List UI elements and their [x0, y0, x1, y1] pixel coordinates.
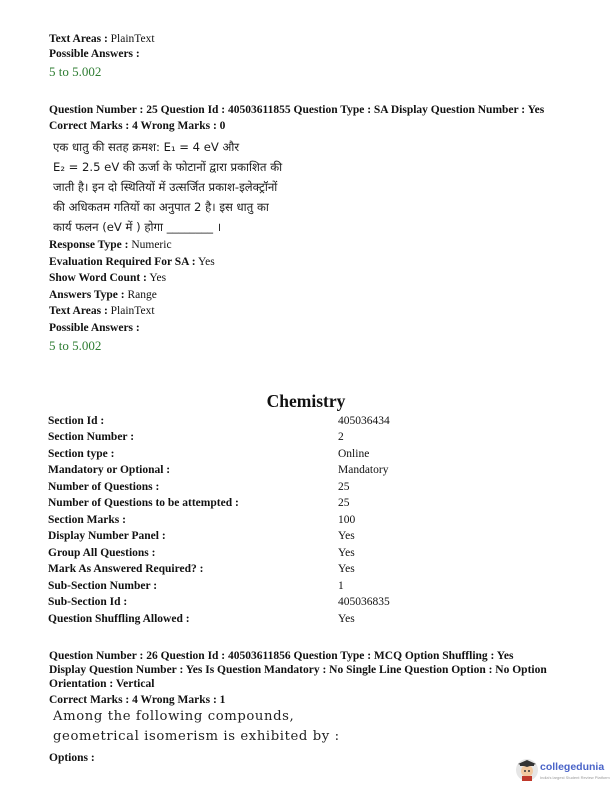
logo-brand: collegedunia: [540, 761, 605, 773]
q25-answers-type: Answers Type : Range: [49, 289, 157, 301]
section-row-value: 1: [338, 580, 344, 592]
section-row-label: Section Number :: [48, 431, 135, 443]
q24-answer: 5 to 5.002: [49, 64, 102, 79]
q25-evaluation-required: Evaluation Required For SA : Yes: [49, 256, 215, 268]
q25-answer: 5 to 5.002: [49, 338, 102, 353]
section-row-value: Yes: [338, 563, 355, 575]
section-title: Chemistry: [266, 391, 346, 411]
q25-response-type: Response Type : Numeric: [49, 239, 172, 251]
q25-header-line1: Question Number : 25 Question Id : 40503611855 Question Type : SA Display Question Number : Yes: [49, 104, 545, 116]
q25-question-line: एक धातु की सतह क्रमश: E₁ = 4 eV और: [53, 140, 240, 154]
collegedunia-logo: [516, 754, 608, 788]
q25-question-line: E₂ = 2.5 eV की ऊर्जा के फोटानों द्वारा प्रकाशित की: [53, 160, 283, 174]
q25-possible-answers: Possible Answers :: [49, 322, 140, 334]
section-row-value: 25: [338, 481, 350, 493]
q25-header-line2: Correct Marks : 4 Wrong Marks : 0: [49, 120, 226, 132]
q25-question-line: कार्य फलन (eV में ) होगा ________ ।: [53, 220, 222, 234]
section-row-value: Yes: [338, 530, 355, 542]
section-row-value: 2: [338, 431, 344, 443]
q25-text-areas: Text Areas : PlainText: [49, 305, 155, 317]
section-row-label: Number of Questions to be attempted :: [48, 497, 239, 509]
q26-question-line: Among the following compounds,: [53, 709, 295, 724]
section-row-label: Group All Questions :: [48, 547, 156, 559]
q26-question-line: geometrical isomerism is exhibited by :: [53, 729, 340, 744]
section-row-label: Sub-Section Number :: [48, 580, 158, 592]
section-row-label: Section Id :: [48, 415, 105, 427]
section-row-label: Display Number Panel :: [48, 530, 166, 542]
section-row-value: Yes: [338, 613, 355, 625]
section-row-value: Online: [338, 448, 370, 460]
q25-show-word-count: Show Word Count : Yes: [49, 272, 167, 284]
q26-header-line1: Question Number : 26 Question Id : 40503611856 Question Type : MCQ Option Shuffling : Yes: [49, 650, 514, 662]
section-row-label: Section Marks :: [48, 514, 126, 526]
section-row-label: Sub-Section Id :: [48, 596, 128, 608]
section-row-label: Number of Questions :: [48, 481, 160, 493]
graduate-mascot-icon: [516, 759, 538, 781]
section-row-label: Mandatory or Optional :: [48, 464, 171, 476]
q24-text-areas: Text Areas : PlainText: [49, 33, 155, 45]
section-row-label: Mark As Answered Required? :: [48, 563, 204, 575]
section-row-value: Yes: [338, 547, 355, 559]
q25-question-line: की अधिकतम गतियों का अनुपात 2 है। इस धातु का: [53, 200, 269, 214]
section-row-value: 405036434: [338, 415, 390, 427]
q26-header-line3: Orientation : Vertical: [49, 678, 155, 690]
q26-header-line2: Display Question Number : Yes Is Question Mandatory : No Single Line Question Option : No Option: [49, 664, 547, 676]
section-row-value: 25: [338, 497, 350, 509]
section-row-value: 405036835: [338, 596, 390, 608]
section-row-label: Section type :: [48, 448, 115, 460]
logo-tagline: India's largest Student Review Platform: [540, 775, 610, 780]
section-row-label: Question Shuffling Allowed :: [48, 613, 190, 625]
q26-options-label: Options :: [49, 752, 95, 764]
q24-possible-answers-label: Possible Answers :: [49, 48, 140, 60]
q25-question-line: जाती है। इन दो स्थितियों में उत्सर्जित प्रकाश-इलेक्ट्रॉनों: [53, 180, 278, 194]
section-row-value: Mandatory: [338, 464, 389, 476]
q26-marks: Correct Marks : 4 Wrong Marks : 1: [49, 694, 226, 706]
section-row-value: 100: [338, 514, 356, 526]
